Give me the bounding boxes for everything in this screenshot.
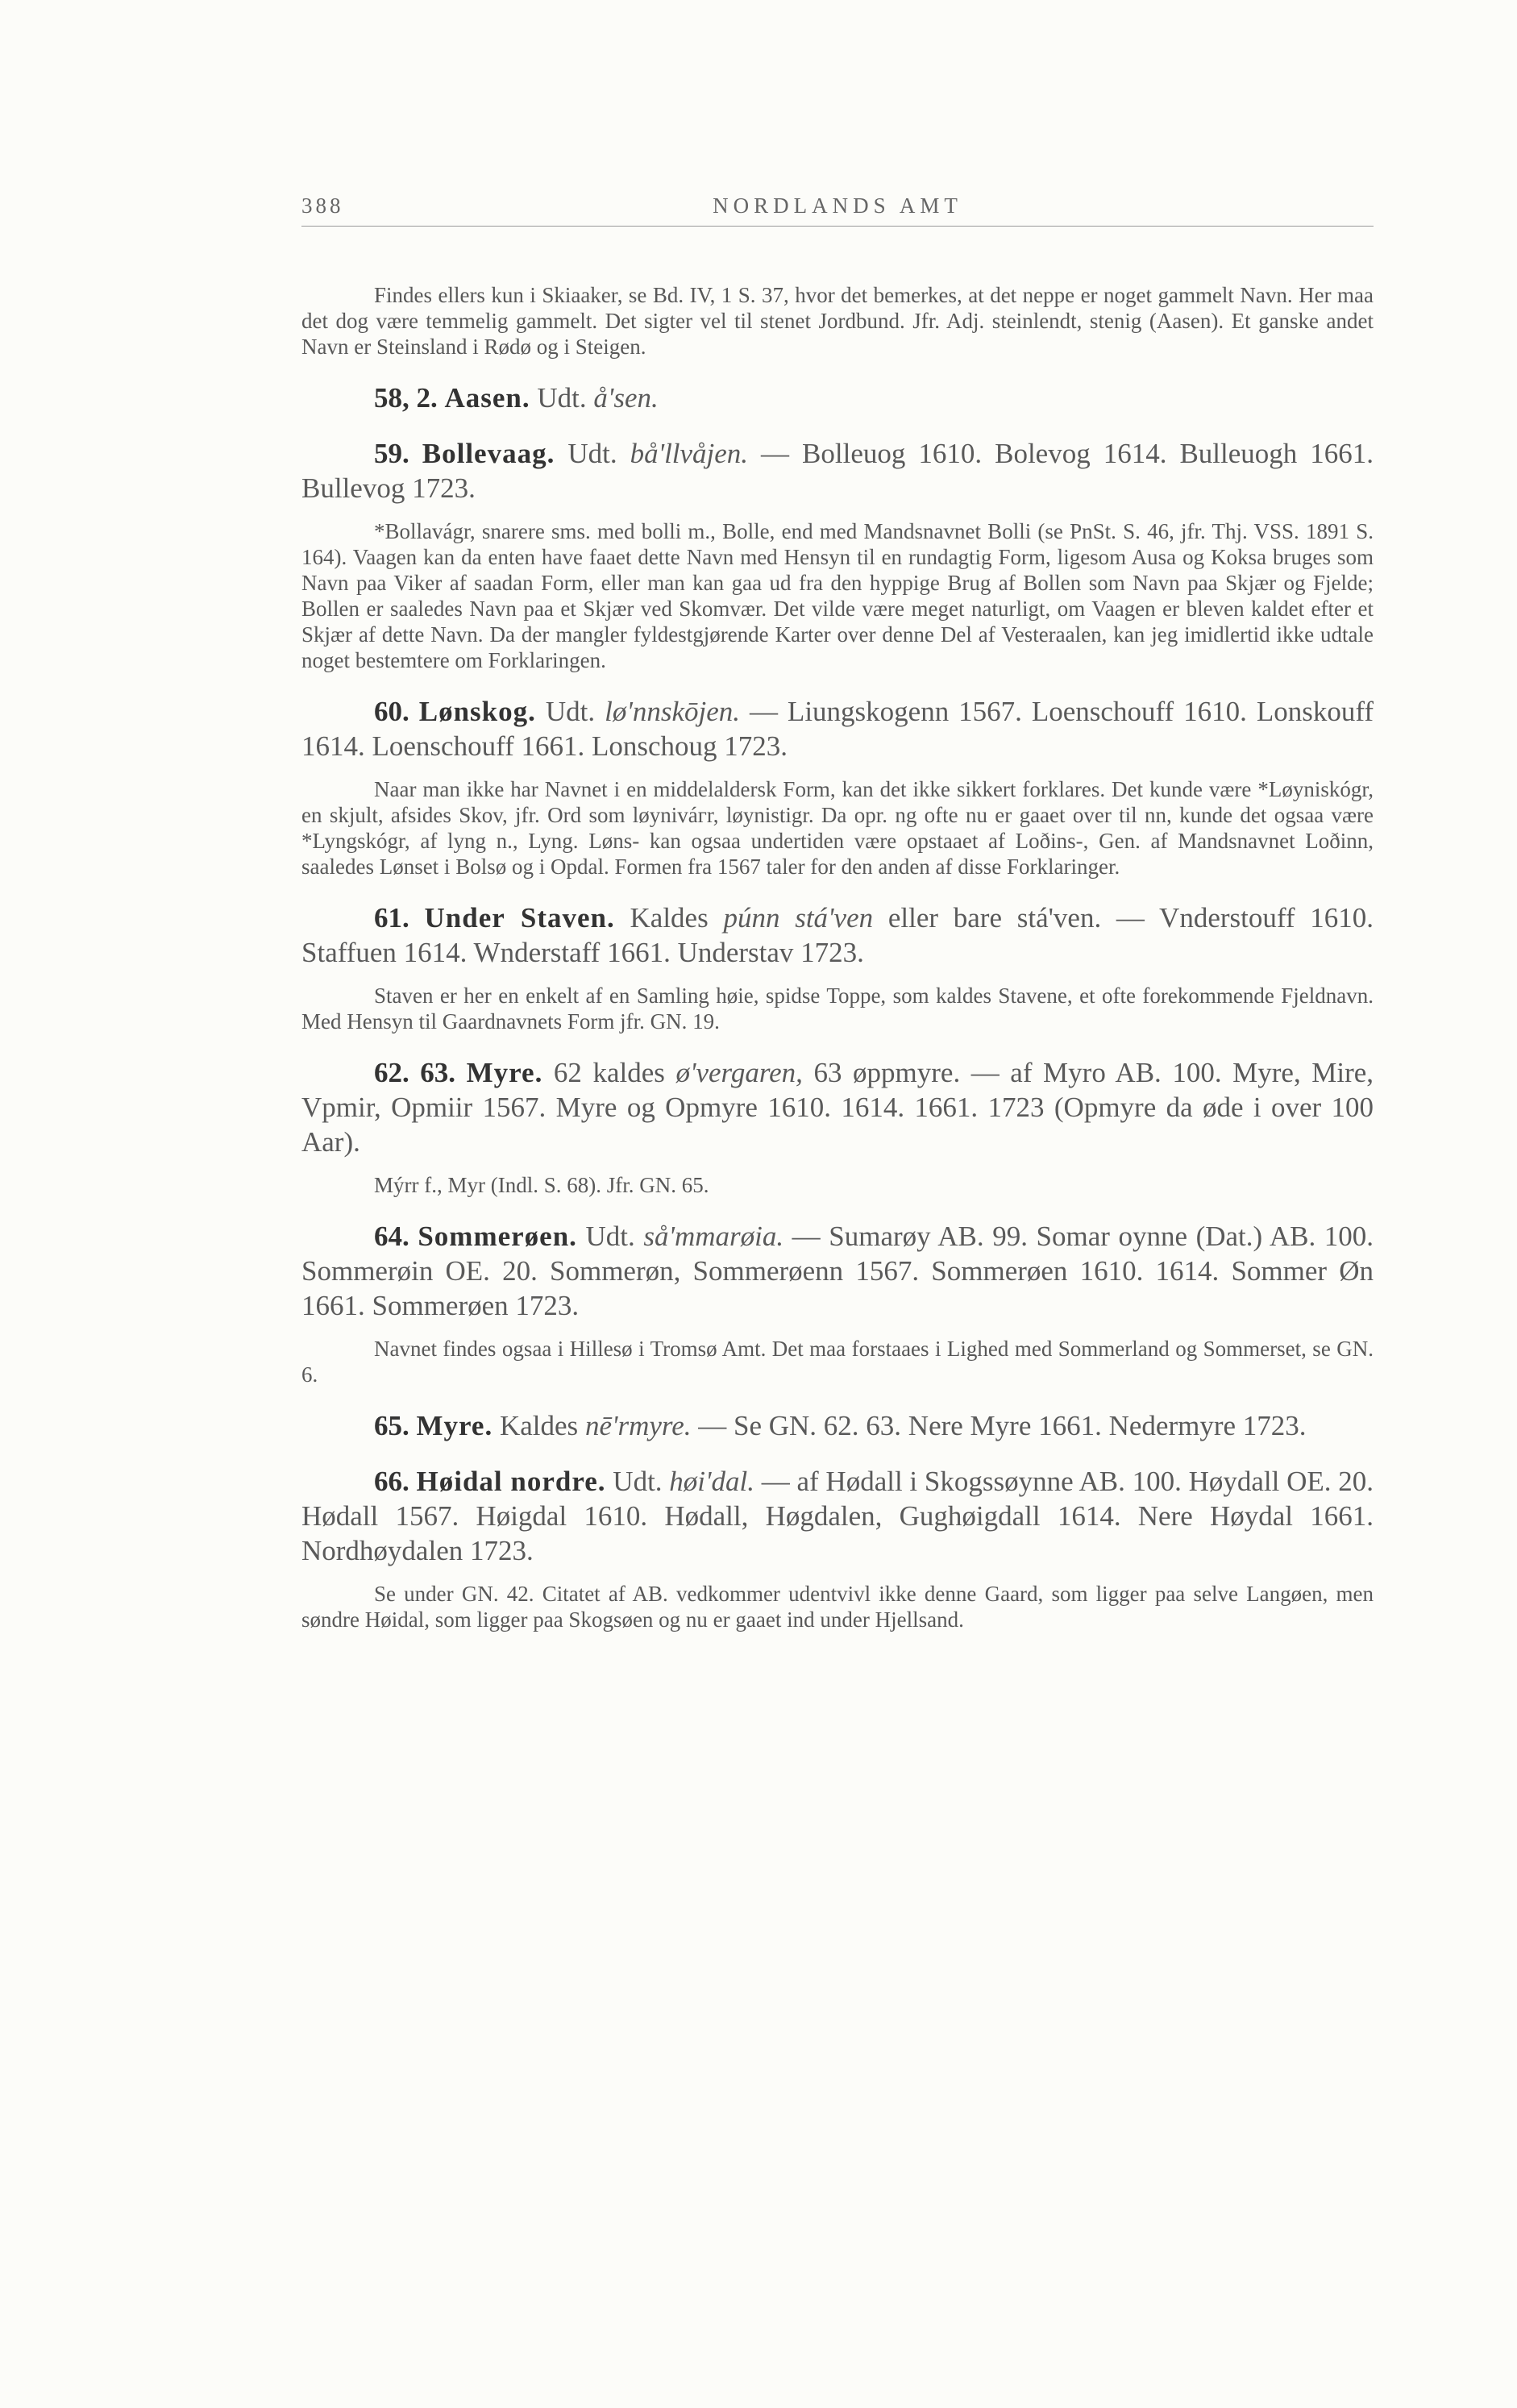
note-gap bbox=[301, 1568, 1374, 1581]
entry-pronunciation: så'mmarøia. bbox=[643, 1221, 784, 1252]
entry-pronunciation: púnn stá'ven bbox=[723, 902, 874, 934]
entry-pronunciation: høi'dal. bbox=[669, 1466, 754, 1497]
entry-pronunciation: lø'nnskōjen. bbox=[605, 696, 740, 727]
entry-udt: 62 kaldes bbox=[553, 1057, 665, 1088]
entry-forms: — Bolleuog 1610. Bolevog 1614. Bulleuogh 1661. Bullevog 1723. bbox=[301, 438, 1374, 504]
entry-note: Navnet findes ogsaa i Hillesø i Tromsø Amt. Det maa forstaaes i Lighed med Sommerland og Sommerset, se GN. 6. bbox=[301, 1337, 1374, 1387]
entry-udt: Udt. bbox=[537, 382, 587, 414]
entry-heading bbox=[301, 436, 1374, 505]
entry-gap bbox=[301, 1034, 1374, 1055]
page-header bbox=[301, 193, 1374, 227]
page-body bbox=[301, 282, 1374, 1632]
entry-udt: Udt. bbox=[545, 696, 596, 727]
entry-heading bbox=[301, 1464, 1374, 1568]
entry-name: Sommerøen. bbox=[418, 1221, 577, 1252]
entry-heading bbox=[301, 1055, 1374, 1159]
entry-pronunciation: ø'vergaren, bbox=[675, 1057, 803, 1088]
entry-note: Mýrr f., Myr (Indl. S. 68). Jfr. GN. 65. bbox=[374, 1173, 709, 1197]
entry-forms: — Liungskogenn 1567. Loenschouff 1610. Lonskouff 1614. Loenschouff 1661. Lonschoug 1723. bbox=[301, 696, 1374, 762]
entry-forms: — af Hødall i Skogssøynne AB. 100. Høydall OE. 20. Hødall 1567. Høigdal 1610. Hødall, Høgdalen, Gughøigdall 1614. Nere Høydal 1661. Nordhøydalen 1723. bbox=[301, 1466, 1374, 1566]
entry-name: Høidal nordre. bbox=[416, 1466, 606, 1497]
entry-heading bbox=[301, 1408, 1374, 1443]
entry-name: Lønskog. bbox=[418, 696, 536, 727]
entry-udt: Kaldes bbox=[499, 1410, 579, 1441]
entry-name: Under Staven. bbox=[424, 902, 615, 934]
entry-gap bbox=[301, 1443, 1374, 1464]
entry-pronunciation: å'sen. bbox=[593, 382, 659, 414]
entry-number: 60. bbox=[374, 696, 409, 727]
intro-paragraph: Findes ellers kun i Skiaaker, se Bd. IV, 1 S. 37, hvor det bemerkes, at det neppe er noget gammelt Navn. Her maa det dog være temmelig gammelt. Det sigter vel til stenet Jordbund. Jfr. Adj. steinlendt, stenig (Aasen). Et ganske andet Navn er Steinsland i Rødø og i Steigen. bbox=[301, 283, 1374, 359]
note-gap bbox=[301, 1323, 1374, 1336]
entry-udt: Udt. bbox=[585, 1221, 635, 1252]
entry-number: 62. 63. bbox=[374, 1057, 456, 1088]
note-gap bbox=[301, 763, 1374, 776]
entry-note: Staven er her en enkelt af en Samling høie, spidse Toppe, som kaldes Stavene, et ofte forekommende Fjeldnavn. Med Hensyn til Gaardnavnets Form jfr. GN. 19. bbox=[301, 984, 1374, 1033]
entry-heading bbox=[301, 381, 1374, 415]
entry-heading bbox=[301, 900, 1374, 970]
entry-note: Se under GN. 42. Citatet af AB. vedkommer udentvivl ikke denne Gaard, som ligger paa selve Langøen, men søndre Høidal, som ligger paa Skogsøen og nu er gaaet ind under Hjellsand. bbox=[301, 1582, 1374, 1632]
entry-forms: 63 øppmyre. — af Myro AB. 100. Myre, Mire, Vpmir, Opmiir 1567. Myre og Opmyre 1610. 1614. 1661. 1723 (Opmyre da øde i over 100 Aar). bbox=[301, 1057, 1374, 1158]
entry-number: 65. bbox=[374, 1410, 409, 1441]
entry-number: 61. bbox=[374, 902, 409, 934]
note-gap bbox=[301, 1159, 1374, 1172]
entry-number: 64. bbox=[374, 1221, 409, 1252]
entry-forms: eller bare stá'ven. — Vnderstouff 1610. Staffuen 1614. Wnderstaff 1661. Understav 1723. bbox=[301, 902, 1374, 968]
entry-name: Bollevaag. bbox=[422, 438, 555, 469]
entry-udt: Kaldes bbox=[630, 902, 709, 934]
entry-pronunciation: nē'rmyre. bbox=[584, 1410, 692, 1441]
page-number: 388 bbox=[301, 193, 344, 218]
entry-number: 58, 2. bbox=[374, 382, 438, 414]
note-gap bbox=[301, 505, 1374, 518]
entry-pronunciation: bå'llvåjen. bbox=[630, 438, 749, 469]
entry-udt: Udt. bbox=[567, 438, 617, 469]
entry-gap bbox=[301, 1387, 1374, 1408]
entry-forms: — Sumarøy AB. 99. Somar oynne (Dat.) AB. 100. Sommerøin OE. 20. Sommerøn, Sommerøenn 1567. Sommerøen 1610. 1614. Sommer Øn 1661. Sommerøen 1723. bbox=[301, 1221, 1374, 1321]
entry-note: Naar man ikke har Navnet i en middelaldersk Form, kan det ikke sikkert forklares. Det kunde være *Løyniskógr, en skjult, afsides Skov, jfr. Ord som løyniváгr, løynistigr. Da opr. ng ofte nu er gaaet over til nn, kunde det ogsaa være *Lyngskógr, af lyng n., Lyng. Løns- kan ogsaa undertiden være opstaaet af Loðins-, Gen. af Mandsnavnet Loðinn, saaledes Lønset i Bolsø og i Opdal. Formen fra 1567 taler for den anden af disse Forklaringer. bbox=[301, 777, 1374, 879]
entry-name: Myre. bbox=[416, 1410, 493, 1441]
entry-gap bbox=[301, 880, 1374, 900]
entry-gap bbox=[301, 673, 1374, 694]
entry-list bbox=[301, 360, 1374, 1632]
note-gap bbox=[301, 970, 1374, 983]
entry-heading bbox=[301, 694, 1374, 763]
entry-number: 59. bbox=[374, 438, 409, 469]
running-title: NORDLANDS AMT bbox=[713, 193, 962, 218]
entry-number: 66. bbox=[374, 1466, 409, 1497]
entry-note: *Bollavágr, snarere sms. med bolli m., Bolle, end med Mandsnavnet Bolli (se PnSt. S. 46, jfr. Thj. VSS. 1891 S. 164). Vaagen kan da enten have faaet dette Navn med Hensyn til en rundagtig Form, ligesom Ausa og Koksa bruges som Navn paa Viker af saadan Form, eller man kan gaa ud fra den hyppige Brug af Bollen som Navn paa Skjær og Fjelde; Bollen er saaledes Navn paa et Skjær ved Skomvær. Det vilde være meget naturligt, om Vaagen er bleven kaldet efter et Skjær af dette Navn. Da der mangler fyldestgjørende Karter over denne Del af Vesteraalen, kan jeg imidlertid ikke udtale noget bestemtere om Forklaringen. bbox=[301, 519, 1374, 672]
entry-gap bbox=[301, 415, 1374, 436]
entry-forms: — Se GN. 62. 63. Nere Myre 1661. Nedermyre 1723. bbox=[691, 1410, 1307, 1441]
entry-name: Aasen. bbox=[444, 382, 530, 414]
entry-udt: Udt. bbox=[613, 1466, 663, 1497]
entry-heading bbox=[301, 1219, 1374, 1323]
entry-name: Myre. bbox=[466, 1057, 543, 1088]
entry-gap bbox=[301, 360, 1374, 381]
entry-gap bbox=[301, 1198, 1374, 1219]
